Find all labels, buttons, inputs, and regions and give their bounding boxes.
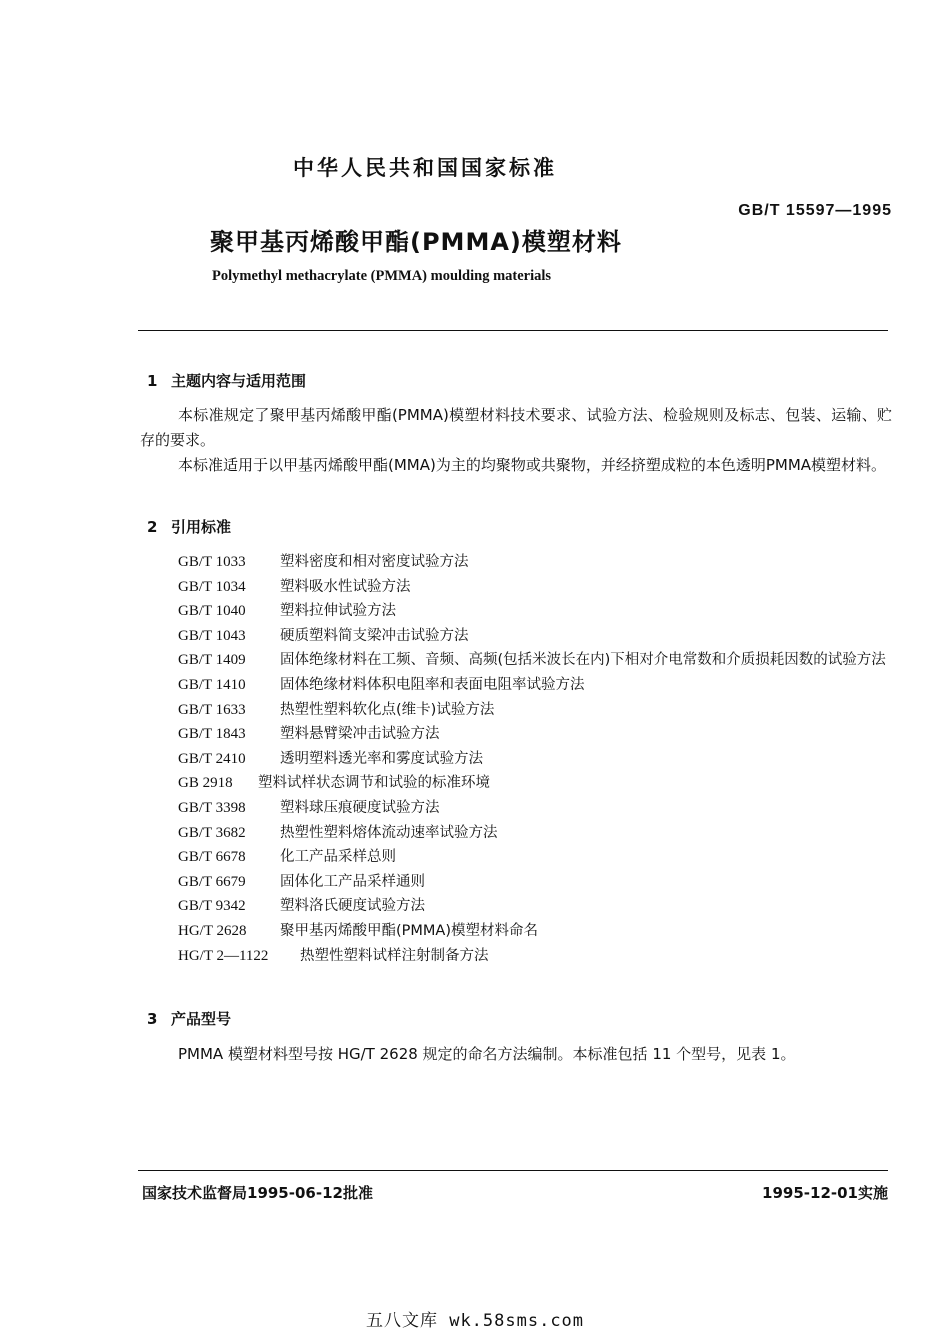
top-divider [138, 330, 888, 331]
standard-code: GB/T 15597—1995 [738, 202, 892, 219]
reference-code: GB/T 9342 [178, 898, 246, 915]
approval-date: 国家技术监督局1995-06-12批准 [142, 1184, 373, 1202]
reference-name: 塑料吸水性试验方法 [280, 578, 411, 595]
reference-item [178, 599, 898, 624]
reference-item [178, 673, 898, 698]
reference-name: 塑料拉伸试验方法 [280, 603, 396, 620]
reference-name: 固体化工产品采样通则 [280, 873, 425, 890]
reference-name: 塑料悬臂梁冲击试验方法 [280, 726, 440, 743]
bottom-divider [138, 1170, 888, 1171]
reference-item [178, 648, 898, 673]
section-number: 2 [147, 518, 158, 536]
reference-item [178, 796, 898, 821]
reference-item [178, 894, 898, 919]
reference-item [178, 944, 898, 969]
reference-name: 热塑性塑料试样注射制备方法 [300, 947, 489, 964]
reference-name: 塑料密度和相对密度试验方法 [280, 554, 469, 570]
section-2-heading [147, 516, 231, 537]
section-title: 引用标准 [171, 518, 232, 536]
site-watermark: 五八文库 wk.58sms.com [365, 1311, 585, 1331]
reference-item [178, 771, 898, 796]
reference-name: 热塑性塑料熔体流动速率试验方法 [280, 824, 498, 841]
reference-code: GB/T 1034 [178, 578, 246, 595]
reference-item [178, 698, 898, 723]
section-3-heading [147, 1008, 231, 1029]
reference-name: 塑料试样状态调节和试验的标准环境 [258, 775, 490, 792]
reference-item [178, 575, 898, 600]
reference-code: GB/T 1410 [178, 676, 246, 693]
reference-code: GB/T 6678 [178, 849, 246, 866]
reference-code: GB/T 1409 [178, 652, 246, 669]
reference-name: 塑料球压痕硬度试验方法 [280, 799, 440, 816]
reference-item [178, 870, 898, 895]
effective-date: 1995-12-01实施 [762, 1184, 888, 1202]
reference-code: GB/T 1043 [178, 627, 246, 644]
national-standard-heading: 中华人民共和国国家标准 [293, 156, 557, 180]
section-number: 1 [147, 372, 158, 390]
reference-list [178, 550, 898, 968]
reference-name: 固体绝缘材料在工频、音频、高频(包括米波长在内)下相对介电常数和介质损耗因数的试验方法 [280, 652, 886, 669]
reference-name: 化工产品采样总则 [280, 849, 396, 866]
section-1-heading [147, 370, 306, 391]
reference-code: GB 2918 [178, 775, 233, 792]
section-3-paragraph-1: PMMA 模塑材料型号按 HG/T 2628 规定的命名方法编制。本标准包括 11 个型号，见表 1。 [178, 1045, 796, 1063]
reference-code: GB/T 1040 [178, 603, 246, 620]
reference-name: 聚甲基丙烯酸甲酯(PMMA)模塑材料命名 [280, 922, 538, 939]
reference-code: GB/T 1633 [178, 701, 246, 718]
reference-item [178, 624, 898, 649]
reference-code: GB/T 1033 [178, 554, 246, 570]
section-1-paragraph-2: 本标准适用于以甲基丙烯酸甲酯(MMA)为主的均聚物或共聚物，并经挤塑成粒的本色透明PMMA模塑材料。 [178, 456, 887, 474]
reference-code: GB/T 1843 [178, 726, 246, 743]
reference-item [178, 845, 898, 870]
reference-item [178, 821, 898, 846]
reference-item [178, 550, 898, 575]
section-title: 主题内容与适用范围 [171, 372, 307, 390]
document-title-en: Polymethyl methacrylate (PMMA) moulding materials [212, 268, 552, 284]
section-title: 产品型号 [171, 1010, 232, 1028]
reference-code: GB/T 3398 [178, 799, 246, 816]
reference-code: GB/T 3682 [178, 824, 246, 841]
reference-code: GB/T 2410 [178, 750, 246, 767]
reference-name: 透明塑料透光率和雾度试验方法 [280, 750, 483, 767]
section-number: 3 [147, 1010, 158, 1028]
reference-item [178, 919, 898, 944]
reference-item [178, 747, 898, 772]
section-1-paragraph-1: 本标准规定了聚甲基丙烯酸甲酯(PMMA)模塑材料技术要求、试验方法、检验规则及标志、包装、运输、贮存的要求。 [140, 406, 892, 449]
reference-name: 硬质塑料简支梁冲击试验方法 [280, 627, 469, 644]
reference-name: 塑料洛氏硬度试验方法 [280, 898, 425, 915]
reference-code: GB/T 6679 [178, 873, 246, 890]
reference-name: 热塑性塑料软化点(维卡)试验方法 [280, 701, 495, 718]
reference-item [178, 722, 898, 747]
reference-name: 固体绝缘材料体积电阻率和表面电阻率试验方法 [280, 676, 585, 693]
reference-code: HG/T 2628 [178, 922, 247, 939]
document-title-cn: 聚甲基丙烯酸甲酯(PMMA)模塑材料 [210, 228, 622, 256]
reference-code: HG/T 2—1122 [178, 947, 269, 964]
